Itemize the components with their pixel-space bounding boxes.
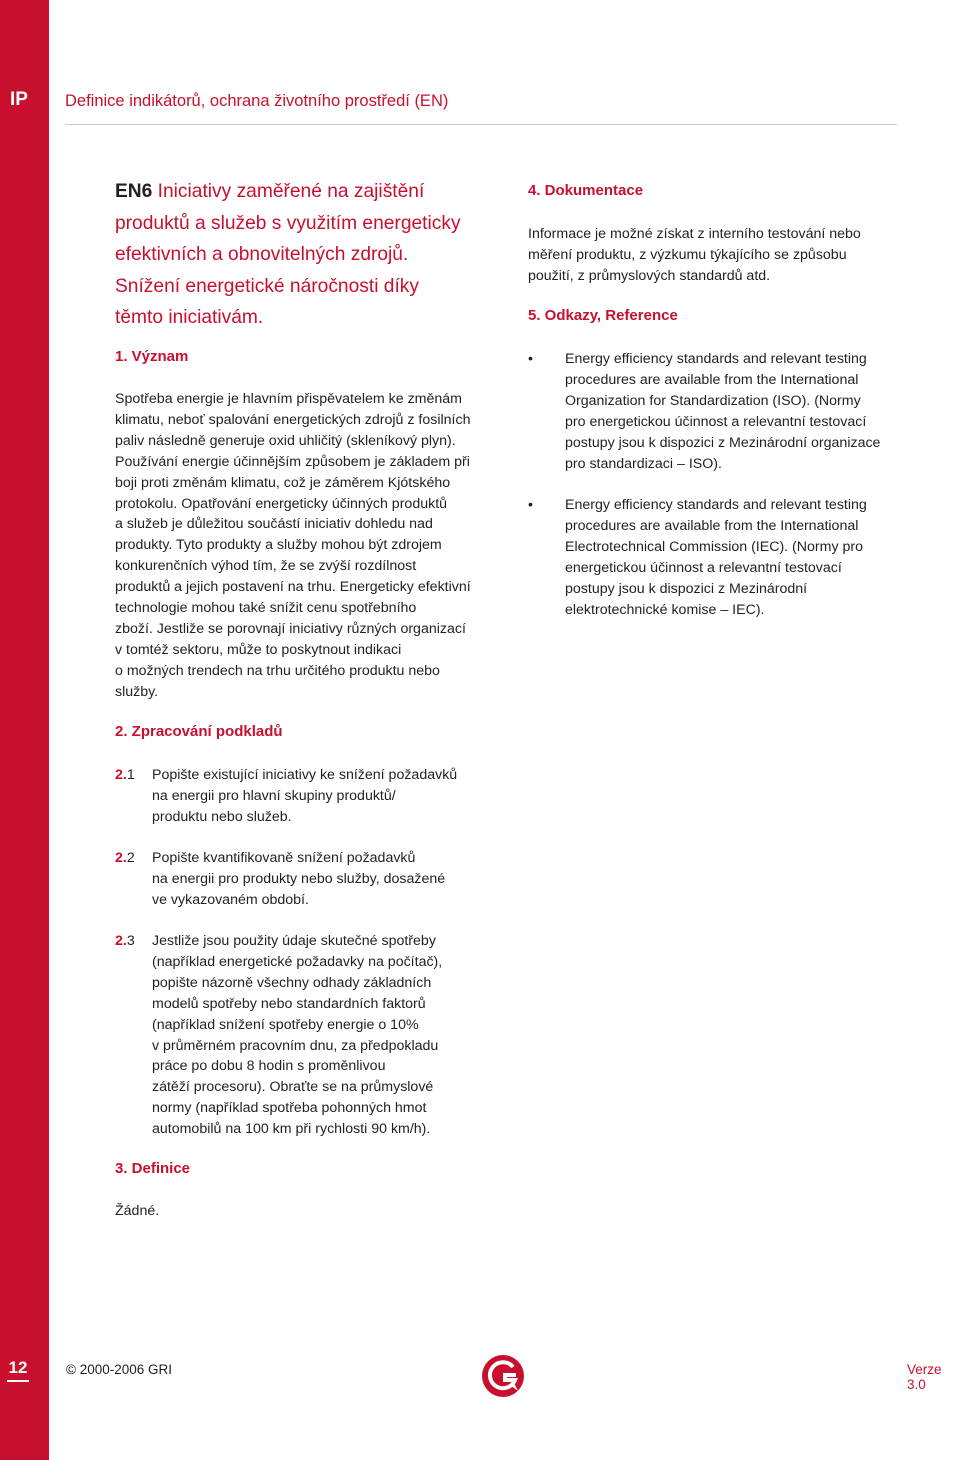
text-line: paliv následně generuje oxid uhličitý (skleníkový plyn). [115,432,456,449]
text-line: boji proti změnám klimatu, což je záměrem Kjótského [115,474,451,491]
text-line: použití, z průmyslových standardů atd. [528,267,771,284]
text-line: služby. [115,683,159,700]
item-text: Jestliže jsou použity údaje skutečné spotřeby (například energetické požadavky na počítač), popište názorně všechny odhady základních modelů spotřeby nebo standardních faktorů (například snížení spotřeby energie o 10% v průměrném pracovním dnu, za předpokladu práce po dobu 8 hodin s proměnlivou zátěží procesoru). Obraťte se na průmyslové normy (například spotřeba pohonných hmot automobilů na 100 km při rychlosti 90 km/h). [152,933,443,1138]
item-text: Popište existující iniciativy ke snížení požadavků na energii pro hlavní skupiny produktů/ produktu nebo služeb. [152,767,458,825]
indicator-title-line: produktů a služeb s využitím energeticky [115,212,461,234]
section-body-vyznam [115,389,500,703]
bullet: • [528,351,533,367]
item-number: 2.3 [115,933,135,949]
text-line: produkty. Tyto produkty a služby mohou být zdrojem [115,537,442,554]
text-line: měření produktu, z výzkumu týkajícího se způsobu [528,246,847,263]
section-heading-definice: 3. Definice [115,1160,191,1177]
indicator-title-line: těmto iniciativám. [115,307,264,328]
section-heading-odkazy: 5. Odkazy, Reference [528,307,678,324]
indicator-title-line: Iniciativy zaměřené na zajištění [157,181,425,202]
gri-logo-icon [480,1353,526,1399]
header-divider [65,124,897,125]
text-line: Spotřeba energie je hlavním přispěvatelem ke změnám [115,391,462,407]
indicator-title-line: efektivních a obnovitelných zdrojů. [115,244,409,265]
text-line: produktů a jejich postavení na trhu. Energeticky efektivní [115,579,471,596]
item-number: 2.1 [115,767,135,783]
text-line: protokolu. Opatřování energeticky účinných produktů [115,495,448,512]
indicator-title [115,176,505,334]
bullet: • [528,497,533,513]
text-line: klimatu, neboť spalování energetických zdrojů z fosilních [115,411,471,428]
text-line: zboží. Jestliže se porovnají iniciativy různých organizací [115,620,466,637]
indicator-title-line: Snížení energetické náročnosti díky [115,275,419,297]
text-line: a služeb je důležitou součástí iniciativ dohledu nad [115,516,433,533]
reference-text: Energy efficiency standards and relevant testing procedures are available from the International Electrotechnical Commission (IEC). (Normy pro energetickou účinnost a relevantní testovací postupy jsou k dispozici z Mezinárodní elektrotechnické komise – IEC). [565,497,867,618]
section-code: IP [10,89,28,110]
item-number: 2.2 [115,850,135,866]
text-line: Informace je možné získat z interního testování nebo [528,226,861,242]
section-heading-dokumentace: 4. Dokumentace [528,182,644,199]
section-heading-vyznam: 1. Význam [115,348,189,365]
section-body-dokumentace [528,224,903,287]
text-line: konkurenčních výhod tím, že se zvýší rozdílnost [115,558,417,575]
indicator-code: EN6 [115,181,153,202]
section-body-definice: Žádné. [115,1203,160,1219]
page-header-title: Definice indikátorů, ochrana životního prostředí (EN) [65,92,449,110]
text-line: Používání energie účinnějším způsobem je základem při [115,453,470,470]
footer-copyright: © 2000-2006 GRI [66,1362,173,1377]
page-number: 12 [7,1358,29,1382]
sidebar-band [0,0,49,1460]
text-line: v tomtéž sektoru, může to poskytnout indikaci [115,641,402,658]
section-heading-zpracovani: 2. Zpracování podkladů [115,723,283,740]
item-text: Popište kvantifikovaně snížení požadavků na energii pro produkty nebo služby, dosažené ve vykazovaném období. [152,850,446,908]
footer-version: Verze 3.0 [907,1362,942,1392]
text-line: o možných trendech na trhu určitého produktu nebo [115,662,440,679]
text-line: technologie mohou také snížit cenu spotřebního [115,600,417,617]
reference-text: Energy efficiency standards and relevant testing procedures are available from the International Organization for Standardization (ISO). (Normy pro energetickou účinnost a relevantní testovací postupy jsou k dispozici z Mezinárodní organizace pro standardizaci – ISO). [565,351,881,472]
